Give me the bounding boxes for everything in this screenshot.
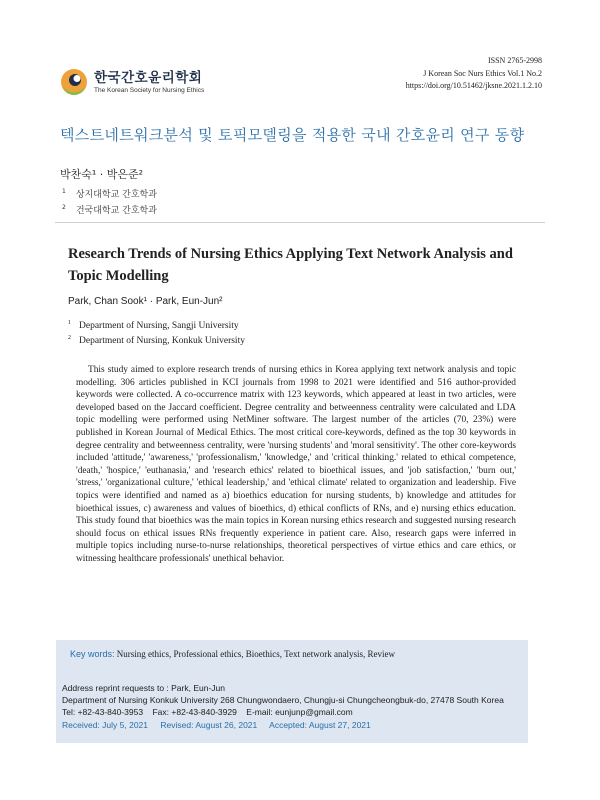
society-name-korean: 한국간호윤리학회 — [94, 69, 203, 86]
society-logo — [60, 68, 204, 96]
doi-link[interactable]: https://doi.org/10.51462/jksne.2021.1.2.10 — [405, 81, 542, 90]
society-name-english: The Korean Society for Nursing Ethics — [94, 86, 205, 94]
korean-affiliation-1: $^1$ 상지대학교 간호학과 — [62, 188, 157, 200]
correspondence-address: Department of Nursing Konkuk University 268 Chungwondaero, Chungju-si Chungcheongbuk-do, 27478 South Korea — [62, 695, 504, 705]
journal-citation: J Korean Soc Nurs Ethics Vol.1 No.2 — [423, 68, 542, 78]
issn: ISSN 2765-2998 — [487, 56, 542, 65]
korean-affiliation-2: $^2$ 건국대학교 간호학과 — [62, 204, 157, 216]
keywords-text: Nursing ethics, Professional ethics, Bioethics, Text network analysis, Review — [116, 649, 395, 659]
keywords — [70, 649, 395, 659]
english-title: Research Trends of Nursing Ethics Applying Text Network Analysis and Topic Modelling — [68, 246, 513, 284]
korean-title: 텍스트네트워크분석 및 토픽모델링을 적용한 국내 간호윤리 연구 동향 — [60, 126, 525, 144]
correspondence-name: Address reprint requests to : Park, Eun-Jun — [62, 683, 225, 693]
article-dates — [62, 720, 381, 730]
society-emblem-icon — [60, 68, 88, 96]
section-divider — [55, 222, 545, 223]
keywords-label: Key words: — [70, 649, 115, 659]
correspondence-contact[interactable]: Tel: +82-43-840-3953 Fax: +82-43-840-3929 E-mail: eunjunp@gmail.com — [62, 707, 353, 717]
abstract-text: This study aimed to explore research trends of nursing ethics in Korea applying text network analysis and topic modelling. 306 articles published in KCI journals from 1998 to 2021 were identified and 516 author-provided keywords were collected. A co-occurrence matrix with 123 keywords, which appeared at least in two articles, were developed based on the Jaccard coefficient. Degree centrality and betweenness centrality were calculated and LDA topic modelling were performed using NetMiner software. The largest number of the articles (70, 23%) were published in Korean Journal of Medical Ethics. The most critical core-keywords, defined as the top 30 keywords in degree centrality and betweenness centrality, were 'nursing students' and 'moral sensitivity'. The other core-keywords included 'attitude,' 'awareness,' 'professionalism,' 'knowledge,' and 'critical thinking.' related to ethical competence, 'death,' 'hospice,' 'euthanasia,' and 'research ethics' related to bioethical issues, and 'job satisfaction,' 'burn out,' 'stress,' 'organizational culture,' 'ethical leadership,' and 'ethical climate' related to organization and leadership. Five topics were identified and named as a) bioethics education for nursing students, b) knowledge and attitudes for bioethical issues, c) awareness and values of bioethics, d) ethical conflicts of RNs, and e) nursing ethics education. This study found that bioethics was the main topics in Korean nursing ethics research and suggested nursing research should focus on ethical issues RNs frequently experience in patient care. Also, research gaps were inferred in multiple topics including nurse-to-nurse relationships, theoretical perspectives of virtue ethics and care ethics, or witnessing healthcare professionals' unethical behavior. — [76, 365, 516, 564]
accepted-date: Accepted: August 27, 2021 — [269, 720, 371, 730]
english-affiliation-2: $^2$ Department of Nursing, Konkuk University — [68, 335, 245, 347]
korean-authors: 박찬숙¹ · 박은준² — [60, 168, 144, 181]
english-authors: Park, Chan Sook¹ · Park, Eun-Jun² — [68, 296, 223, 307]
journal-meta — [406, 55, 542, 93]
received-date: Received: July 5, 2021 — [62, 720, 148, 730]
english-affiliation-1: $^1$ Department of Nursing, Sangji University — [68, 320, 239, 332]
revised-date: Revised: August 26, 2021 — [160, 720, 258, 730]
